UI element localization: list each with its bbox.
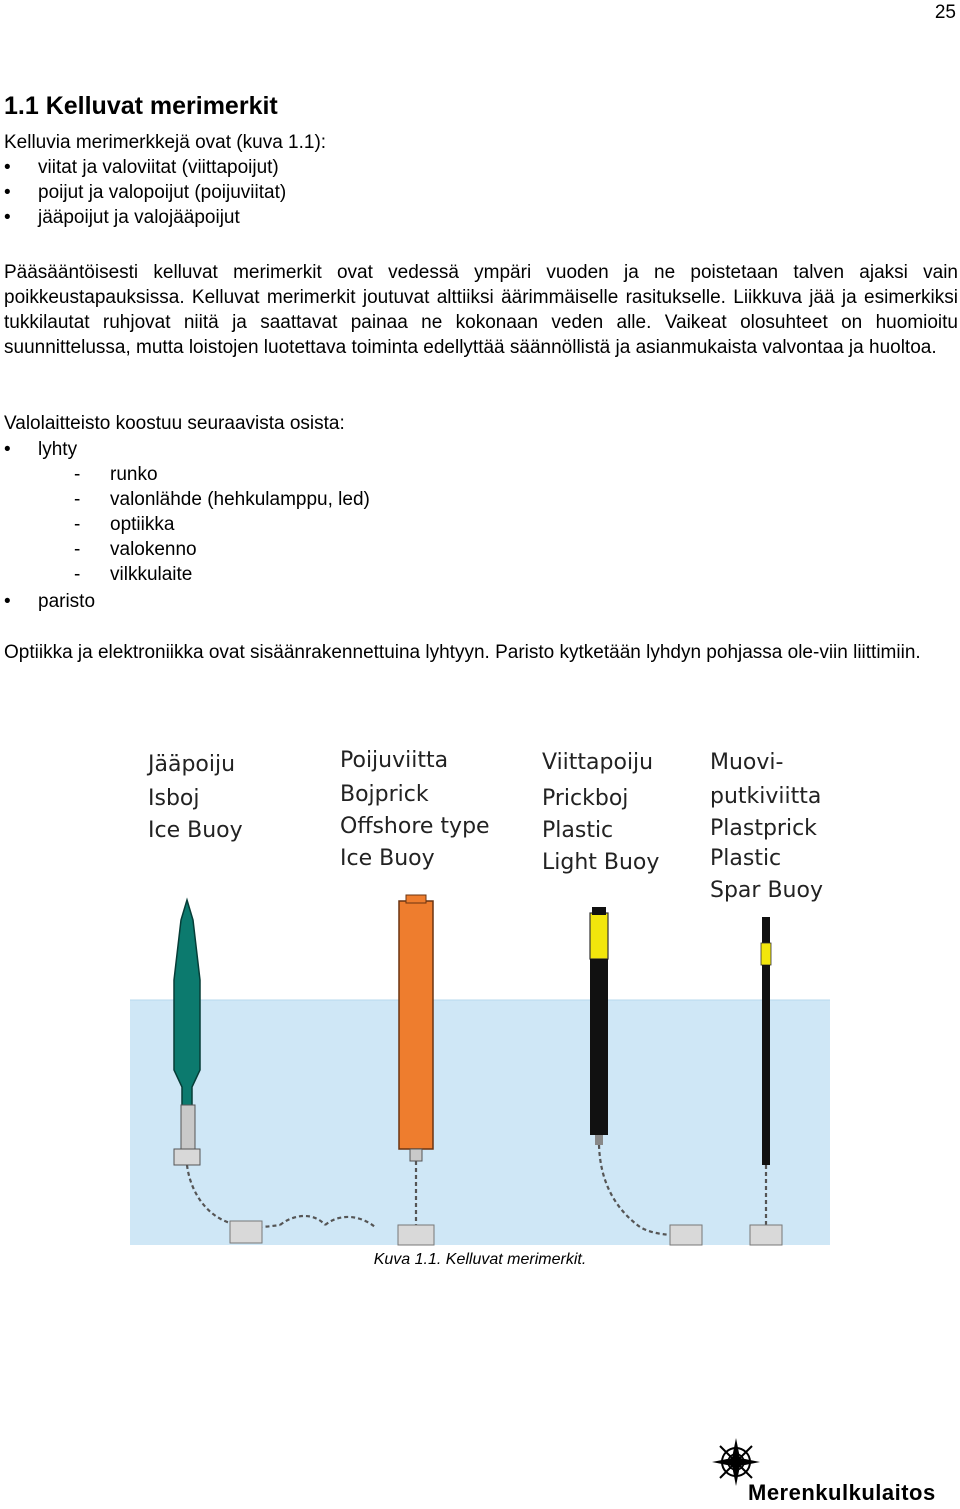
label-ice-buoy-2: Ice Buoy (340, 846, 435, 871)
sublist-item: - runko (74, 464, 158, 485)
sublist-item: - optiikka (74, 514, 175, 535)
label-prickboj: Prickboj (542, 786, 629, 811)
paragraph-conditions: Pääsääntöisesti kelluvat merimerkit ovat vedessä ympäri vuoden ja ne poistetaan talven ajaksi vain poikkeustapauksissa. Kelluvat merimerkit joutuvat alttiiksi äärimmäiselle rasitukselle. Liikkuva jää ja esimerkiksi tukkilautat ruhjovat niitä ja saattavat painaa ne kokonaan veden alle. Vaikeat olosuhteet on huomioitu suunnittelussa, mutta loistojen luotettava toiminta edellyttää säännöllistä ja asianmukaista valvontaa ja huoltoa. (4, 262, 958, 358)
svg-text:Isboj (148, 786, 200, 811)
section-heading: 1.1 Kelluvat merimerkit (4, 92, 278, 120)
label-ice-buoy: Ice Buoy (148, 818, 243, 843)
bullet-icon: • (4, 439, 11, 460)
svg-text:Jääpoiju (146, 752, 235, 777)
svg-text:Ice Buoy (148, 818, 243, 843)
sublist-item: - vilkkulaite (74, 564, 193, 585)
svg-text:Muovi- (710, 750, 783, 775)
sublist (4, 462, 370, 587)
label-offshore-type: Offshore type (340, 814, 490, 839)
light-components-list (4, 437, 370, 614)
svg-text:Offshore type (340, 814, 490, 839)
sublist-item: - valonlähde (hehkulamppu, led) (74, 489, 370, 510)
water-area (130, 1000, 830, 1245)
organization-name: Merenkulkulaitos (748, 1480, 936, 1505)
label-spar-buoy: Spar Buoy (710, 878, 823, 903)
list-item: • jääpoijut ja valojääpoijut (4, 207, 240, 228)
label-jaapoiju: Jääpoiju (148, 752, 236, 777)
label-muovi: Muovi- (710, 750, 784, 775)
svg-text:Ice Buoy (340, 846, 435, 871)
label-putkiviitta: putkiviitta (710, 784, 822, 809)
figure-caption: Kuva 1.1. Kelluvat merimerkit. (373, 1251, 587, 1268)
svg-text:Plastic (710, 846, 781, 871)
list-item: • poijut ja valopoijut (poijuviitat) (4, 182, 287, 203)
label-plastic-2: Plastic (710, 846, 782, 871)
list-item: • lyhty (4, 439, 78, 460)
buoy-type-list (4, 155, 286, 230)
bullet-icon: • (4, 182, 11, 203)
svg-text:Bojprick (340, 782, 429, 807)
label-bojprick: Bojprick (340, 782, 429, 807)
floating-marks-illustration (130, 735, 830, 1250)
bullet-icon: • (4, 157, 11, 178)
svg-text:Light Buoy (542, 850, 659, 875)
label-plastic: Plastic (542, 818, 614, 843)
svg-text:Spar Buoy (710, 878, 823, 903)
sublist-container (4, 462, 370, 587)
label-viittapoiju: Viittapoiju (542, 750, 654, 775)
list-item: • paristo (4, 591, 96, 612)
label-isboj: Isboj (148, 786, 200, 811)
page-number: 25 (934, 2, 956, 23)
list-item: • viitat ja valoviitat (viittapoijut) (4, 157, 279, 178)
svg-text:Viittapoiju (542, 750, 653, 775)
bullet-icon: • (4, 207, 11, 228)
label-poijuviitta: Poijuviitta (340, 748, 449, 773)
svg-text:Plastprick (710, 816, 817, 841)
label-light-buoy: Light Buoy (542, 850, 660, 875)
svg-text:Plastic (542, 818, 613, 843)
svg-text:Poijuviitta (340, 748, 448, 773)
bullet-icon: • (4, 591, 11, 612)
intro-text: Kelluvia merimerkkejä ovat (kuva 1.1): (4, 132, 327, 153)
label-plastprick: Plastprick (710, 816, 817, 841)
sublist-item: - valokenno (74, 539, 197, 560)
intro2-text: Valolaitteisto koostuu seuraavista osista: (4, 413, 345, 434)
svg-text:putkiviitta (710, 784, 821, 809)
svg-text:Prickboj (542, 786, 628, 811)
paragraph-optics: Optiikka ja elektroniikka ovat sisäänrakennettuina lyhtyyn. Paristo kytketään lyhdyn pohjassa ole-viin liittimiin. (4, 642, 921, 663)
